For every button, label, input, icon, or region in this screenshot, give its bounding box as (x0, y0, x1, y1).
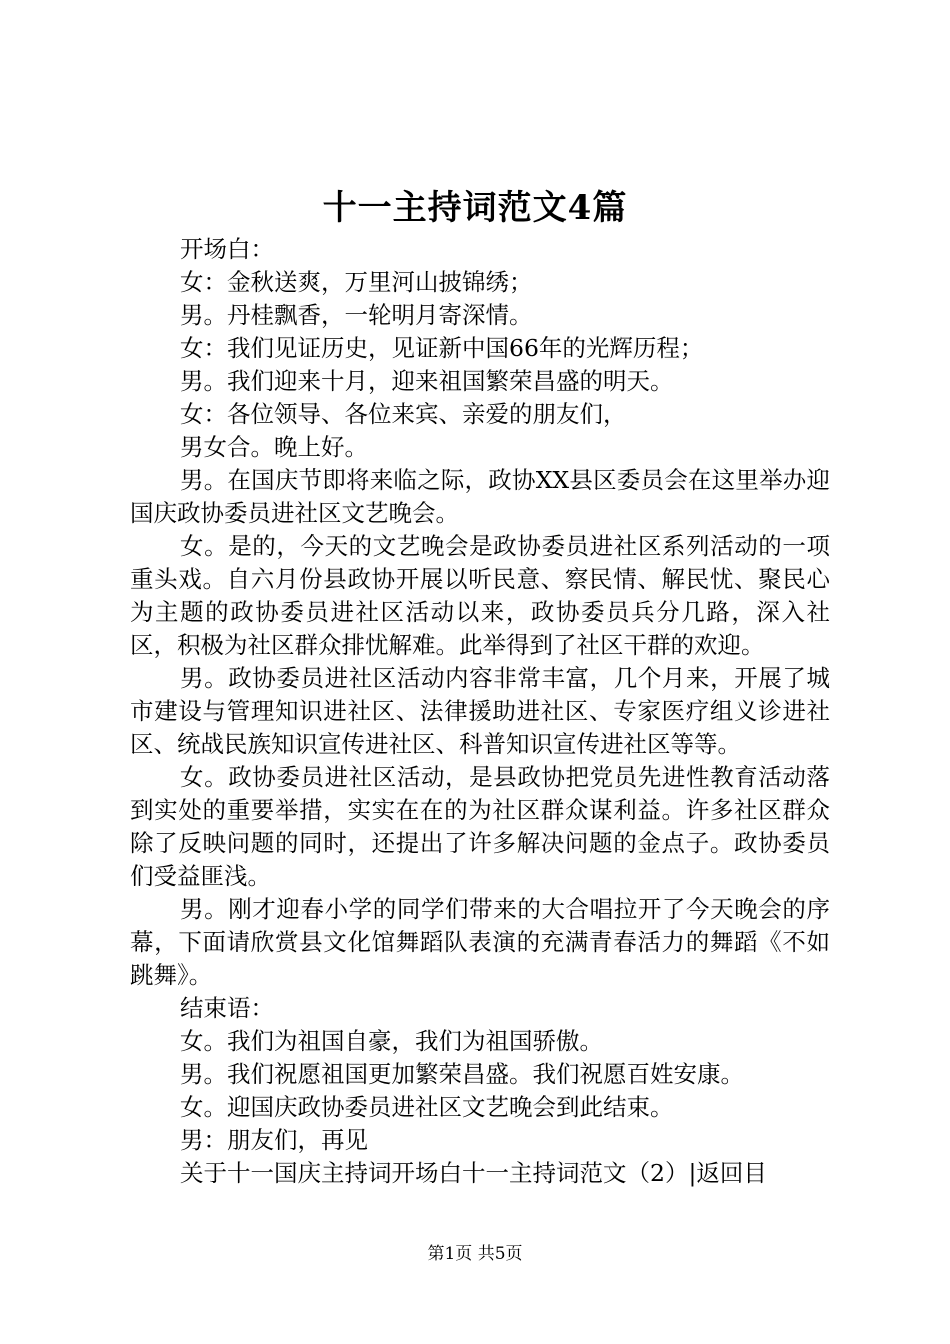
paragraph: 女。迎国庆政协委员进社区文艺晚会到此结束。 (180, 1093, 674, 1121)
paragraph: 男。刚才迎春小学的同学们带来的大合唱拉开了今天晚会的序幕，下面请欣赏县文化馆舞蹈队表演的充满青春活力的舞蹈《不如跳舞》。 (130, 895, 830, 989)
paragraph: 男。我们迎来十月，迎来祖国繁荣昌盛的明天。 (180, 367, 674, 395)
paragraph: 女：我们见证历史，见证新中国66年的光辉历程； (180, 334, 704, 362)
document-body (130, 233, 830, 1190)
paragraph: 结束语： (180, 994, 274, 1022)
paragraph: 男。丹桂飘香，一轮明月寄深情。 (180, 301, 533, 329)
paragraph: 男：朋友们，再见 (180, 1126, 368, 1154)
paragraph: 女。是的，今天的文艺晚会是政协委员进社区系列活动的一项重头戏。自六月份县政协开展以听民意、察民情、解民忧、聚民心为主题的政协委员进社区活动以来，政协委员兵分几路，深入社区，积极为社区群众排忧解难。此举得到了社区干群的欢迎。 (130, 532, 830, 659)
paragraph: 女：各位领导、各位来宾、亲爱的朋友们， (180, 400, 627, 428)
paragraph: 女：金秋送爽，万里河山披锦绣； (180, 268, 533, 296)
document-title: 十一主持词范文4篇 (322, 188, 628, 228)
paragraph: 开场白： (180, 235, 274, 263)
paragraph: 男。我们祝愿祖国更加繁荣昌盛。我们祝愿百姓安康。 (180, 1060, 744, 1088)
paragraph: 男。政协委员进社区活动内容非常丰富，几个月来，开展了城市建设与管理知识进社区、法律援助进社区、专家医疗组义诊进社区、统战民族知识宣传进社区、科普知识宣传进社区等等。 (130, 664, 830, 758)
page-number-footer: 第1页 共5页 (427, 1244, 523, 1264)
paragraph: 女。政协委员进社区活动，是县政协把党员先进性教育活动落到实处的重要举措，实实在在的为社区群众谋利益。许多社区群众除了反映问题的同时，还提出了许多解决问题的金点子。政协委员们受益匪浅。 (130, 763, 830, 890)
paragraph: 女。我们为祖国自豪，我们为祖国骄傲。 (180, 1027, 603, 1055)
paragraph: 男女合。晚上好。 (180, 433, 368, 461)
paragraph: 男。在国庆节即将来临之际，政协XX县区委员会在这里举办迎国庆政协委员进社区文艺晚会。 (130, 466, 830, 527)
paragraph: 关于十一国庆主持词开场白十一主持词范文（2）|返回目 (180, 1159, 767, 1187)
